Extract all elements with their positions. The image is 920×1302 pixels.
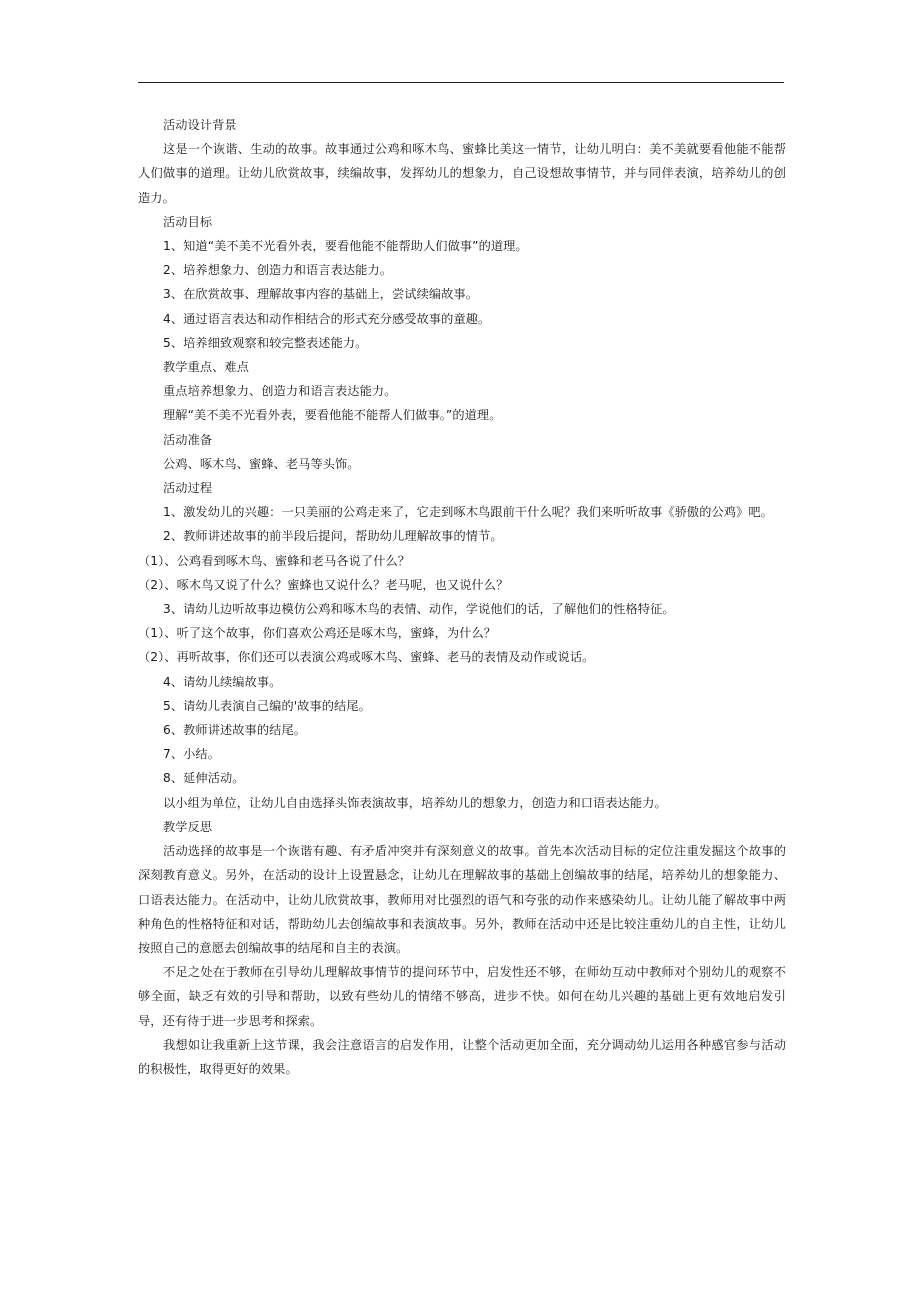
goal-item: 2、培养想象力、创造力和语言表达能力。 (163, 263, 393, 278)
process-step: 4、请幼儿续编故事。 (163, 674, 282, 689)
goal-item: 5、培养细致观察和较完整表述能力。 (163, 335, 368, 350)
section-heading-background: 活动设计背景 (163, 118, 237, 132)
section-heading-prep: 活动准备 (163, 432, 213, 447)
background-paragraph: 这是一个诙谐、生动的故事。故事通过公鸡和啄木鸟、蜜蜂比美这一情节，让幼儿明白：美不美就要看他能不能帮人们做事的道理。让幼儿欣赏故事，续编故事，发挥幼儿的想象力，自己设想故事情节，并与同伴表演，培养幼儿的创造力。 (138, 142, 786, 205)
process-step: 8、延伸活动。 (163, 771, 245, 786)
goal-item: 4、通过语言表达和动作相结合的形式充分感受故事的童趣。 (163, 311, 491, 326)
key-point-item: 理解“美不美不光看外表，要看他能不能帮人们做事。”的道理。 (163, 408, 502, 423)
process-step: 5、请幼儿表演自己编的'故事的结尾。 (163, 698, 371, 713)
header-rule (138, 82, 784, 83)
document-body (138, 113, 786, 1081)
process-step: 7、小结。 (163, 747, 221, 762)
goal-item: 1、知道“美不美不光看外表，要看他能不能帮助人们做事”的道理。 (163, 239, 528, 254)
goal-item: 3、在欣赏故事、理解故事内容的基础上，尝试续编故事。 (163, 287, 479, 302)
reflection-paragraph: 活动选择的故事是一个诙谐有趣、有矛盾冲突并有深刻意义的故事。首先本次活动目标的定位注重发掘这个故事的深刻教育意义。另外，在活动的设计上设置悬念，让幼儿在理解故事的基础上创编故事的结尾，培养幼儿的想象能力、口语表达能力。在活动中，让幼儿欣赏故事，教师用对比强烈的语气和夸张的动作来感染幼儿。让幼儿能了解故事中两种角色的性格特征和对话，帮助幼儿去创编故事和表演故事。另外，教师在活动中还是比较注重幼儿的自主性，让幼儿按照自己的意愿去创编故事的结尾和自主的表演。 (138, 844, 786, 955)
reflection-paragraph: 我想如让我重新上这节课，我会注意语言的启发作用，让整个活动更加全面，充分调动幼儿运用各种感官参与活动的积极性，取得更好的效果。 (138, 1037, 786, 1076)
process-sub-question: （1）、公鸡看到啄木鸟、蜜蜂和老马各说了什么？ (138, 553, 411, 568)
process-step: 6、教师讲述故事的结尾。 (163, 723, 307, 738)
process-sub-question: （1）、听了这个故事，你们喜欢公鸡还是啄木鸟，蜜蜂，为什么？ (138, 626, 497, 641)
prep-text: 公鸡、啄木鸟、蜜蜂、老马等头饰。 (163, 456, 360, 471)
process-step: 1、激发幼儿的兴趣：一只美丽的公鸡走来了，它走到啄木鸟跟前干什么呢？我们来听听故事《骄傲的公鸡》吧。 (163, 505, 773, 520)
section-heading-process: 活动过程 (163, 481, 213, 496)
reflection-paragraph: 不足之处在于教师在引导幼儿理解故事情节的提问环节中，启发性还不够，在师幼互动中教师对个别幼儿的观察不够全面，缺乏有效的引导和帮助，以致有些幼儿的情绪不够高，进步不快。如何在幼儿兴趣的基础上更有效地启发引导，还有待于进一步思考和探索。 (138, 965, 786, 1028)
key-point-item: 重点培养想象力、创造力和语言表达能力。 (163, 384, 397, 399)
process-sub-question: （2）、啄木鸟又说了什么？蜜蜂也又说什么？老马呢，也又说什么？ (138, 577, 509, 592)
section-heading-goals: 活动目标 (163, 214, 213, 229)
process-step: 2、教师讲述故事的前半段后提问，帮助幼儿理解故事的情节。 (163, 529, 503, 544)
section-heading-key-points: 教学重点、难点 (163, 360, 250, 375)
section-heading-reflection: 教学反思 (163, 819, 213, 834)
process-step: 3、请幼儿边听故事边模仿公鸡和啄木鸟的表情、动作，学说他们的话，了解他们的性格特征。 (163, 602, 675, 617)
process-sub-question: （2）、再听故事，你们还可以表演公鸡或啄木鸟、蜜蜂、老马的表情及动作或说话。 (138, 650, 595, 665)
extension-text: 以小组为单位，让幼儿自由选择头饰表演故事，培养幼儿的想象力，创造力和口语表达能力。 (163, 795, 667, 810)
